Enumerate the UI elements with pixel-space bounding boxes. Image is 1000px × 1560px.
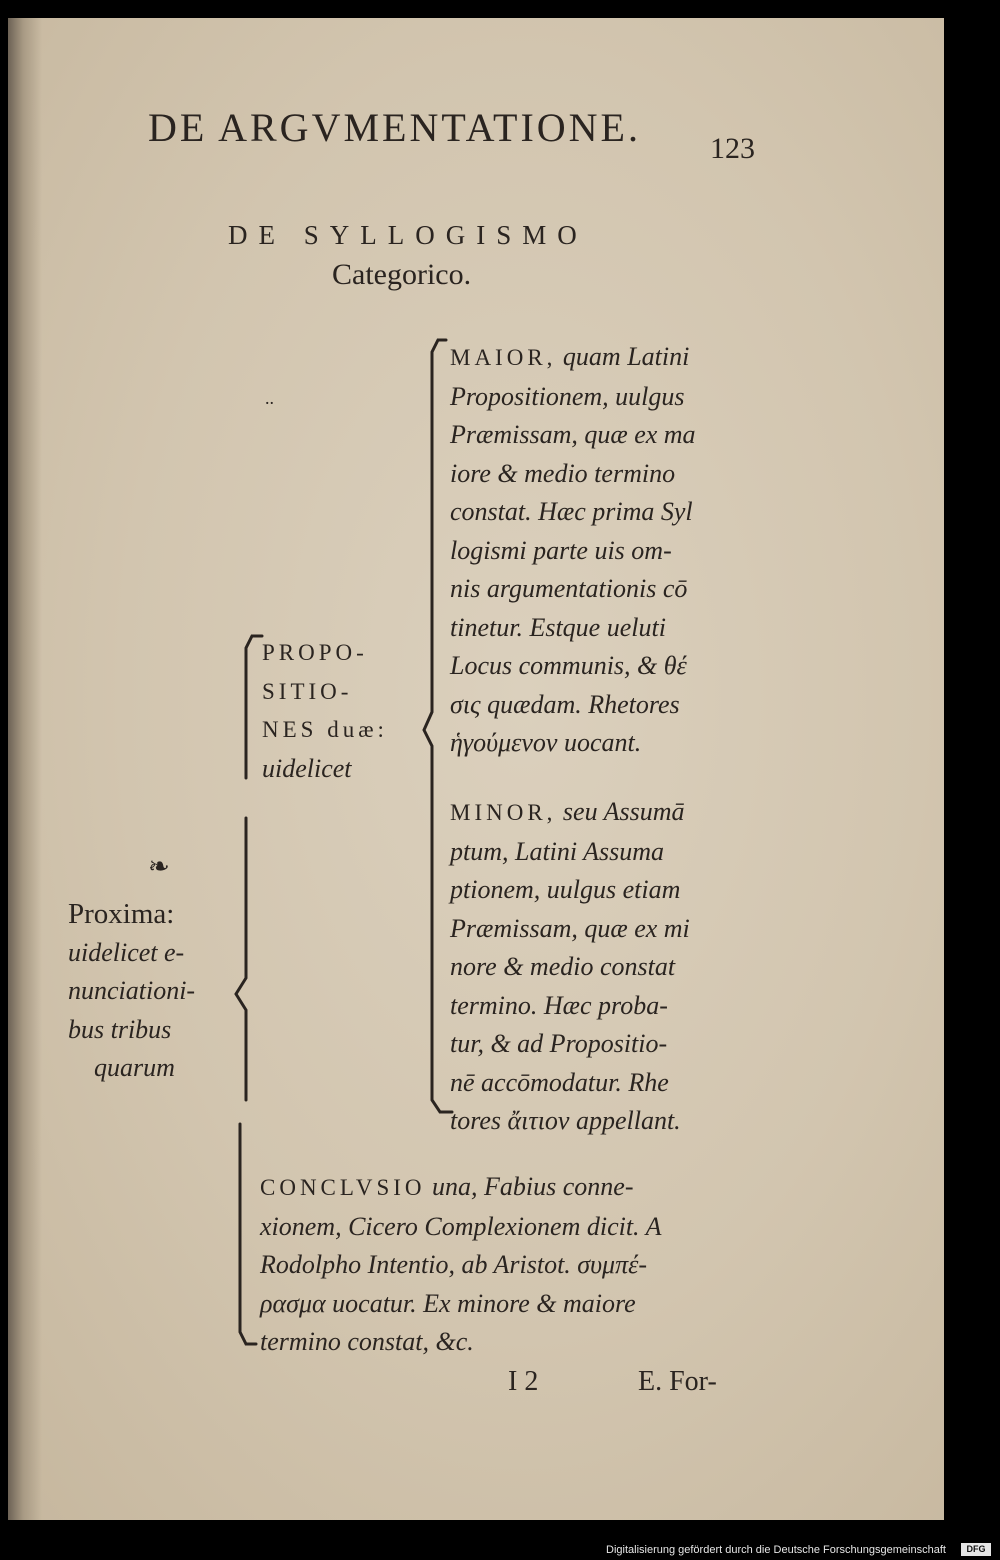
signature-mark: I 2 bbox=[508, 1366, 539, 1397]
maior-line: Præmissam, quæ ex ma bbox=[450, 420, 696, 449]
minor-line: ptum, Latini Assuma bbox=[450, 836, 665, 866]
conclusio-lead: CONCLVSIO bbox=[260, 1175, 426, 1200]
maior-line: iore & medio termino bbox=[450, 458, 676, 488]
section-heading: DE SYLLOGISMO bbox=[228, 220, 588, 250]
minor-line: nē accōmodatur. Rhe bbox=[450, 1067, 669, 1097]
proxima-line: quarum bbox=[94, 1053, 175, 1082]
propositiones-bracket bbox=[246, 636, 262, 778]
maior-line: Locus communis, & θέ bbox=[450, 651, 687, 680]
propositiones-line: NES duæ: bbox=[262, 717, 388, 742]
maior-lead: MAIOR, bbox=[450, 345, 557, 370]
maior-minor-bracket bbox=[424, 340, 452, 1112]
proxima-word: Proxima: bbox=[68, 898, 175, 930]
minor-line: termino. Hæc proba- bbox=[450, 990, 668, 1020]
minor-line: ptionem, uulgus etiam bbox=[450, 875, 681, 904]
minor-lead: MINOR, bbox=[450, 800, 557, 825]
propositiones-label bbox=[262, 634, 388, 788]
maior-line: ἡγούμενον uocant. bbox=[450, 728, 642, 757]
folio-number: 123 bbox=[710, 132, 755, 165]
conclusio-line: CONCLVSIO una, Fabius conne- bbox=[260, 1172, 634, 1201]
minor-line: Præmissam, quæ ex mi bbox=[450, 913, 690, 943]
proxima-line: uidelicet e- bbox=[68, 937, 185, 967]
conclusio-paragraph bbox=[260, 1168, 661, 1362]
minor-line: tores ἄιτιον appellant. bbox=[450, 1106, 681, 1135]
conclusio-line: ρασμα uocatur. Ex minore & maiore bbox=[260, 1288, 636, 1318]
conclusio-line: termino constat, &c. bbox=[260, 1327, 474, 1356]
proxima-line: nunciationi- bbox=[68, 976, 196, 1005]
maior-line: MAIOR, quam Latini bbox=[450, 342, 690, 371]
minor-paragraph bbox=[450, 793, 690, 1141]
minor-line: tur, & ad Propositio- bbox=[450, 1029, 668, 1058]
stray-marks: .. bbox=[265, 388, 274, 408]
catchword: E. For- bbox=[638, 1366, 717, 1397]
conclusio-line: xionem, Cicero Complexionem dicit. A bbox=[260, 1211, 662, 1241]
maior-line: Propositionem, uulgus bbox=[450, 381, 685, 411]
digitization-credit: Digitalisierung gefördert durch die Deutsche Forschungsgemeinschaft bbox=[606, 1544, 946, 1556]
minor-line: MINOR, seu Assumā bbox=[450, 797, 685, 826]
proxima-label bbox=[68, 895, 195, 1088]
maior-line: tinetur. Estque ueluti bbox=[450, 612, 666, 642]
minor-line: nore & medio constat bbox=[450, 952, 676, 981]
maior-paragraph bbox=[450, 338, 696, 763]
propositiones-line: PROPO- bbox=[262, 640, 368, 665]
maior-line: nis argumentationis cō bbox=[450, 574, 688, 603]
dfg-logo: DFG bbox=[961, 1543, 991, 1556]
maior-line: logismi parte uis om- bbox=[450, 535, 672, 565]
conclusio-bracket bbox=[240, 1124, 256, 1344]
conclusio-line: Rodolpho Intentio, ab Aristot. συμπέ- bbox=[260, 1250, 648, 1279]
proxima-line: bus tribus bbox=[68, 1014, 172, 1044]
maior-line: σις quædam. Rhetores bbox=[450, 689, 680, 719]
proxima-bracket bbox=[236, 818, 246, 1100]
section-subheading: Categorico. bbox=[332, 258, 472, 291]
propositiones-line: uidelicet bbox=[262, 753, 352, 783]
propositiones-line: SITIO- bbox=[262, 678, 353, 704]
running-title: DE ARGVMENTATIONE. bbox=[148, 105, 641, 150]
fleuron-icon: ❧ bbox=[148, 852, 170, 881]
maior-line: constat. Hæc prima Syl bbox=[450, 497, 693, 526]
